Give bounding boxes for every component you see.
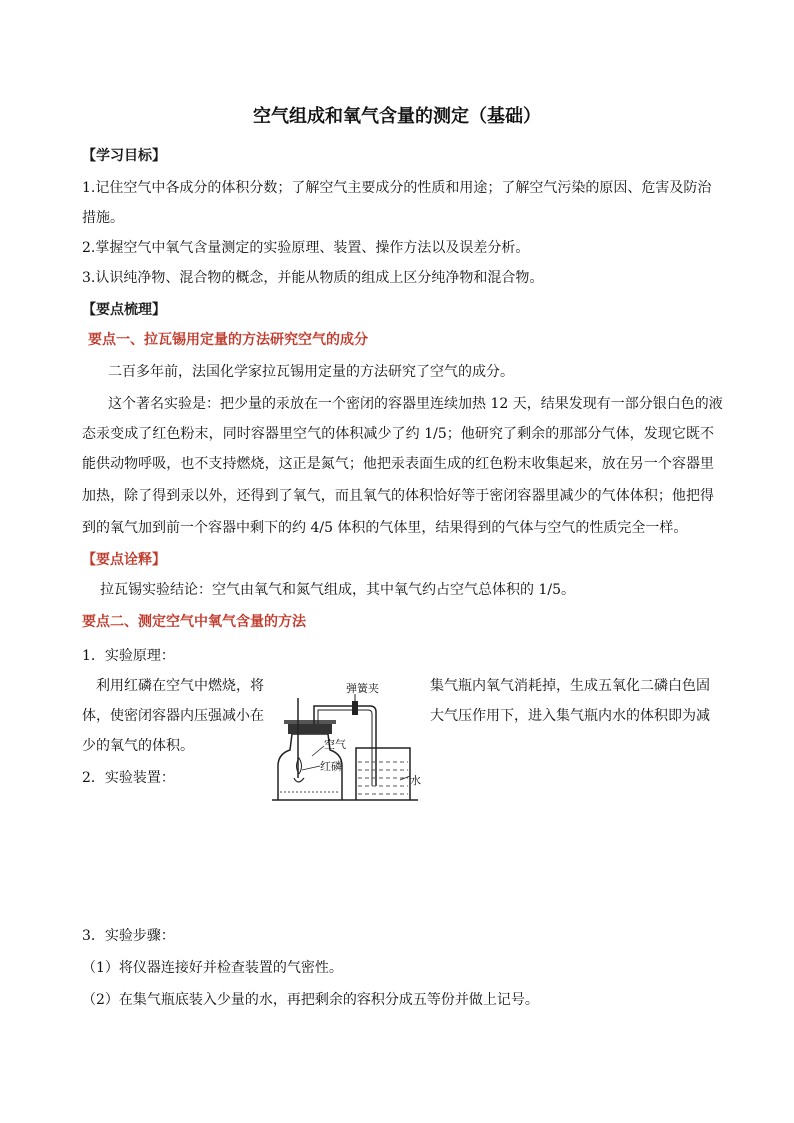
- principle-line-1-left: 利用红磷在空气中燃烧，将: [96, 678, 264, 694]
- stopper: [288, 724, 332, 734]
- explain-paragraph: 拉瓦锡实验结论：空气由氧气和氮气组成，其中氧气约占空气总体积的 1/5。: [100, 582, 575, 598]
- step-2: （2）在集气瓶底装入少量的水，再把剩余的容积分成五等份并做上记号。: [82, 992, 539, 1008]
- apparatus-diagram: [268, 670, 424, 806]
- beaker: [356, 748, 410, 800]
- point-1-heading: 要点一、拉瓦锡用定量的方法研究空气的成分: [88, 332, 368, 348]
- label-clamp: 弹簧夹: [346, 682, 379, 695]
- point-1-paragraph-2-line-3: 能供动物呼吸，也不支持燃烧，这正是氮气；他把汞表面生成的红色粉末收集起来，放在另一个容器里: [82, 456, 714, 472]
- principle-line-2-left: 体，使密闭容器内压强减小在: [82, 708, 264, 724]
- point-1-paragraph-2-line-5: 到的氧气加到前一个容器中剩下的约 4/5 体积的气体里，结果得到的气体与空气的性质完全一样。: [82, 520, 688, 536]
- objective-2: 2.掌握空气中氧气含量测定的实验原理、装置、操作方法以及误差分析。: [82, 240, 530, 256]
- principle-heading: 1．实验原理：: [82, 648, 175, 664]
- label-water: 水: [410, 774, 421, 787]
- objective-1-line-2: 措施。: [82, 210, 124, 226]
- point-1-paragraph-1: 二百多年前，法国化学家拉瓦锡用定量的方法研究了空气的成分。: [108, 364, 514, 380]
- point-1-paragraph-2-line-4: 加热，除了得到汞以外，还得到了氧气，而且氧气的体积恰好等于密闭容器里减少的气体体积；他把得: [82, 488, 714, 504]
- spring-clamp: [352, 701, 358, 715]
- principle-line-3: 少的氧气的体积。: [82, 738, 194, 754]
- point-1-paragraph-2-line-2: 态汞变成了红色粉末，同时容器里空气的体积减少了约 1/5；他研究了剩余的那部分气体，发现它既不: [82, 426, 714, 442]
- objective-1-line-1: 1.记住空气中各成分的体积分数；了解空气主要成分的性质和用途；了解空气污染的原因、危害及防治: [82, 180, 712, 196]
- air-leader: [312, 746, 324, 756]
- point-1-paragraph-2-line-1: 这个著名实验是：把少量的汞放在一个密闭的容器里连续加热 12 天，结果发现有一部分银白色的液: [108, 396, 723, 412]
- beaker-water: [358, 762, 408, 794]
- spoon-cup: [294, 778, 304, 782]
- objectives-heading: 【学习目标】: [82, 148, 166, 164]
- label-air: 空气: [324, 738, 346, 751]
- principle-line-1-right: 集气瓶内氧气消耗掉，生成五氧化二磷白色固: [430, 678, 710, 694]
- point-2-heading: 要点二、测定空气中氧气含量的方法: [82, 614, 306, 630]
- step-1: （1）将仪器连接好并检查装置的气密性。: [82, 960, 343, 976]
- objective-3: 3.认识纯净物、混合物的概念，并能从物质的组成上区分纯净物和混合物。: [82, 270, 544, 286]
- principle-line-2-right: 大气压作用下，进入集气瓶内水的体积即为减: [430, 708, 710, 724]
- apparatus-heading: 2．实验装置：: [82, 770, 175, 786]
- page-title: 空气组成和氧气含量的测定（基础）: [253, 106, 541, 127]
- label-red-phosphorus: 红磷: [320, 760, 342, 773]
- steps-heading: 3．实验步骤：: [82, 928, 175, 944]
- stopper-top: [284, 720, 336, 724]
- phosphorus-leader: [302, 766, 320, 770]
- summary-heading: 【要点梳理】: [82, 302, 166, 318]
- explain-heading: 【要点诠释】: [82, 552, 166, 568]
